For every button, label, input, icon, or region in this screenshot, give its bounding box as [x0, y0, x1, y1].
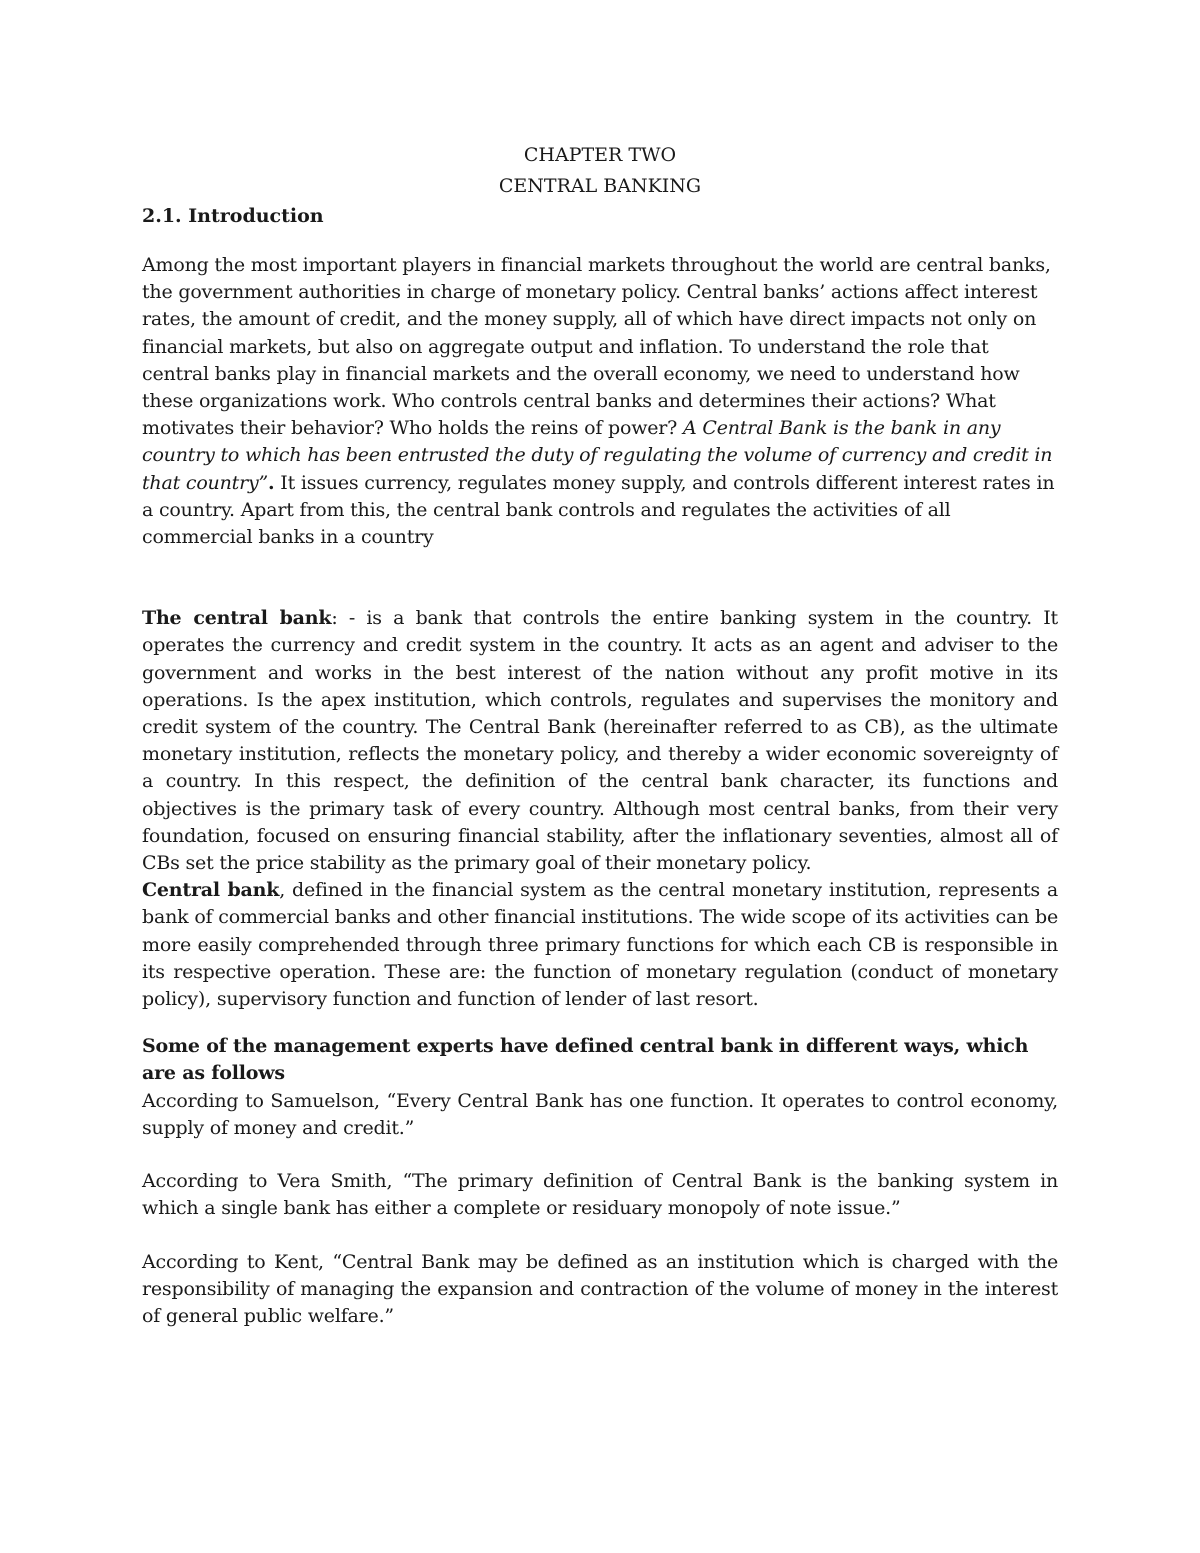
intro-paragraph: [142, 252, 1058, 551]
intro-text-end: It issues currency, regulates money supply, and controls different interest rates in a country. Apart from this, the central bank controls and regulates the activities of all commercial banks in a country: [142, 471, 1055, 549]
quote-kent: According to Kent, “Central Bank may be defined as an institution which is charged with the responsibility of managing the expansion and contraction of the volume of money in the interest of general public welfare.”: [142, 1250, 1058, 1327]
central-bank-paragraph: [142, 605, 1058, 877]
quote-vera-smith: According to Vera Smith, “The primary definition of Central Bank is the banking system in which a single bank has either a complete or residuary monopoly of note issue.”: [142, 1170, 1058, 1220]
functions-text: , defined in the financial system as the central monetary institution, represents a bank of commercial banks and other financial institutions. The wide scope of its activities can be more easily comprehended through three primary functions for which each CB is responsible in its respective operation. These are: the function of monetary regulation (conduct of monetary policy), supervisory function and function of lender of last resort.: [142, 879, 1058, 1011]
spacer: [142, 1142, 1058, 1168]
intro-italic-definition: A Central Bank is the bank in any country to which has been entrusted the duty of regulating the volume of currency and credit in that country”: [142, 417, 1053, 494]
central-bank-term: The central bank: [142, 607, 332, 630]
section-heading: 2.1. Introduction: [142, 205, 324, 227]
chapter-number: CHAPTER TWO: [523, 144, 677, 166]
intro-bold-period: .: [268, 471, 275, 494]
spacer: [142, 551, 1058, 605]
spacer: [142, 1223, 1058, 1249]
experts-heading: Some of the management experts have defined central bank in different ways, which are as follows: [142, 1035, 1029, 1085]
functions-term: Central bank: [142, 879, 280, 902]
document-body: [142, 140, 1058, 1330]
quote-samuelson: According to Samuelson, “Every Central Bank has one function. It operates to control economy, supply of money and credit.”: [142, 1089, 1058, 1139]
spacer: [142, 1013, 1058, 1033]
chapter-title: CENTRAL BANKING: [498, 175, 702, 197]
intro-text-start: Among the most important players in financial markets throughout the world are central banks, the government authorities in charge of monetary policy. Central banks’ actions affect interest rates, the amount of credit, and the money supply, all of which have direct impacts not only on financial markets, but also on aggregate output and inflation. To understand the role that central banks play in financial markets and the overall economy, we need to understand how these organizations work. Who controls central banks and determines their actions? What motivates their behavior? Who holds the reins of power?: [142, 254, 1051, 440]
functions-paragraph: [142, 877, 1058, 1013]
central-bank-text: : - is a bank that controls the entire banking system in the country. It operates the currency and credit system in the country. It acts as an agent and adviser to the government and works in the best interest of the nation without any profit motive in its operations. Is the apex institution, which controls, regulates and supervises the monitory and credit system of the country. The Central Bank (hereinafter referred to as CB), as the ultimate monetary institution, reflects the monetary policy, and thereby a wider economic sovereignty of a country. In this respect, the definition of the central bank character, its functions and objectives is the primary task of every country. Although most central banks, from their very foundation, focused on ensuring financial stability, after the inflationary seventies, almost all of CBs set the price stability as the primary goal of their monetary policy.: [142, 607, 1058, 875]
spacer: [142, 230, 1058, 252]
